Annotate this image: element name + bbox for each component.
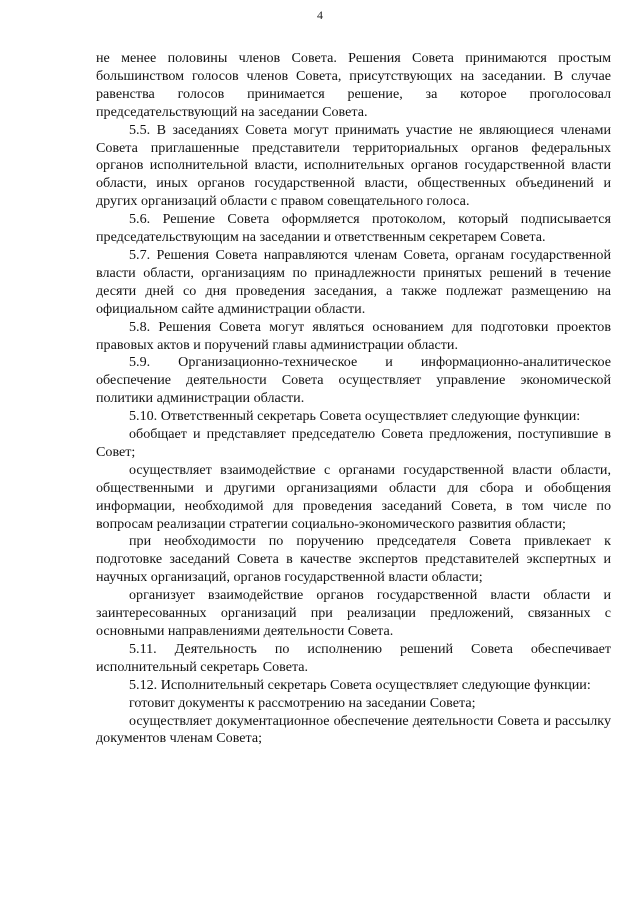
document-body: [96, 50, 611, 748]
paragraph-5-5: 5.5. В заседаниях Совета могут принимать участие не являющиеся членами Совета приглашенные представители территориальных органов федеральных органов исполнительной власти, исполнительных органов государственной власти области, иных органов государственной власти, общественных объединений и других организаций области с правом совещательного голоса.: [96, 121, 611, 210]
list-item-document-support: осуществляет документационное обеспечение деятельности Совета и рассылку документов членам Совета;: [96, 712, 611, 747]
paragraph-5-12: 5.12. Исполнительный секретарь Совета осуществляет следующие функции:: [129, 676, 591, 693]
paragraph-5-8: 5.8. Решения Совета могут являться основанием для подготовки проектов правовых актов и поручений главы администрации области.: [96, 318, 611, 353]
list-item-organize-interaction: организует взаимодействие органов государственной власти области и заинтересованных организаций при реализации предложений, связанных с основными направлениями деятельности Совета.: [96, 587, 611, 639]
list-item-prepare-documents: готовит документы к рассмотрению на заседании Совета;: [129, 694, 476, 711]
paragraph-5-7: 5.7. Решения Совета направляются членам Совета, органам государственной власти области, организациям по принадлежности принятых решений в течение десяти дней со дня проведения заседания, а также подлежат размещению на официальном сайте администрации области.: [96, 246, 611, 317]
paragraph-5-11: 5.11. Деятельность по исполнению решений Совета обеспечивает исполнительный секретарь Совета.: [96, 640, 611, 675]
paragraph-5-9: 5.9. Организационно-техническое и информационно-аналитическое обеспечение деятельности Совета осуществляет управление экономической политики администрации области.: [96, 354, 611, 407]
paragraph-voting-rules: не менее половины членов Совета. Решения Совета принимаются простым большинством голосов членов Совета, присутствующих на заседании. В случае равенства голосов принимается решение, за которое проголосовал председательствующий на заседании Совета.: [96, 50, 611, 120]
paragraph-5-10: 5.10. Ответственный секретарь Совета осуществляет следующие функции:: [129, 408, 581, 425]
list-item-interaction-authorities: осуществляет взаимодействие с органами государственной власти области, общественными и другими организациями области для сбора и обобщения информации, необходимой для проведения заседаний Совета, в том числе по вопросам реализации стратегии социально-экономического развития области;: [96, 461, 611, 532]
list-item-summarize-proposals: обобщает и представляет председателю Совета предложения, поступившие в Совет;: [96, 426, 611, 460]
list-item-invite-experts: при необходимости по поручению председателя Совета привлекает к подготовке заседаний Совета в качестве экспертов представителей экспертных и научных организаций, органов государственной власти области;: [96, 533, 611, 586]
page-number: 4: [317, 8, 323, 22]
paragraph-5-6: 5.6. Решение Совета оформляется протоколом, который подписывается председательствующим на заседании и ответственным секретарем Совета.: [96, 211, 611, 246]
